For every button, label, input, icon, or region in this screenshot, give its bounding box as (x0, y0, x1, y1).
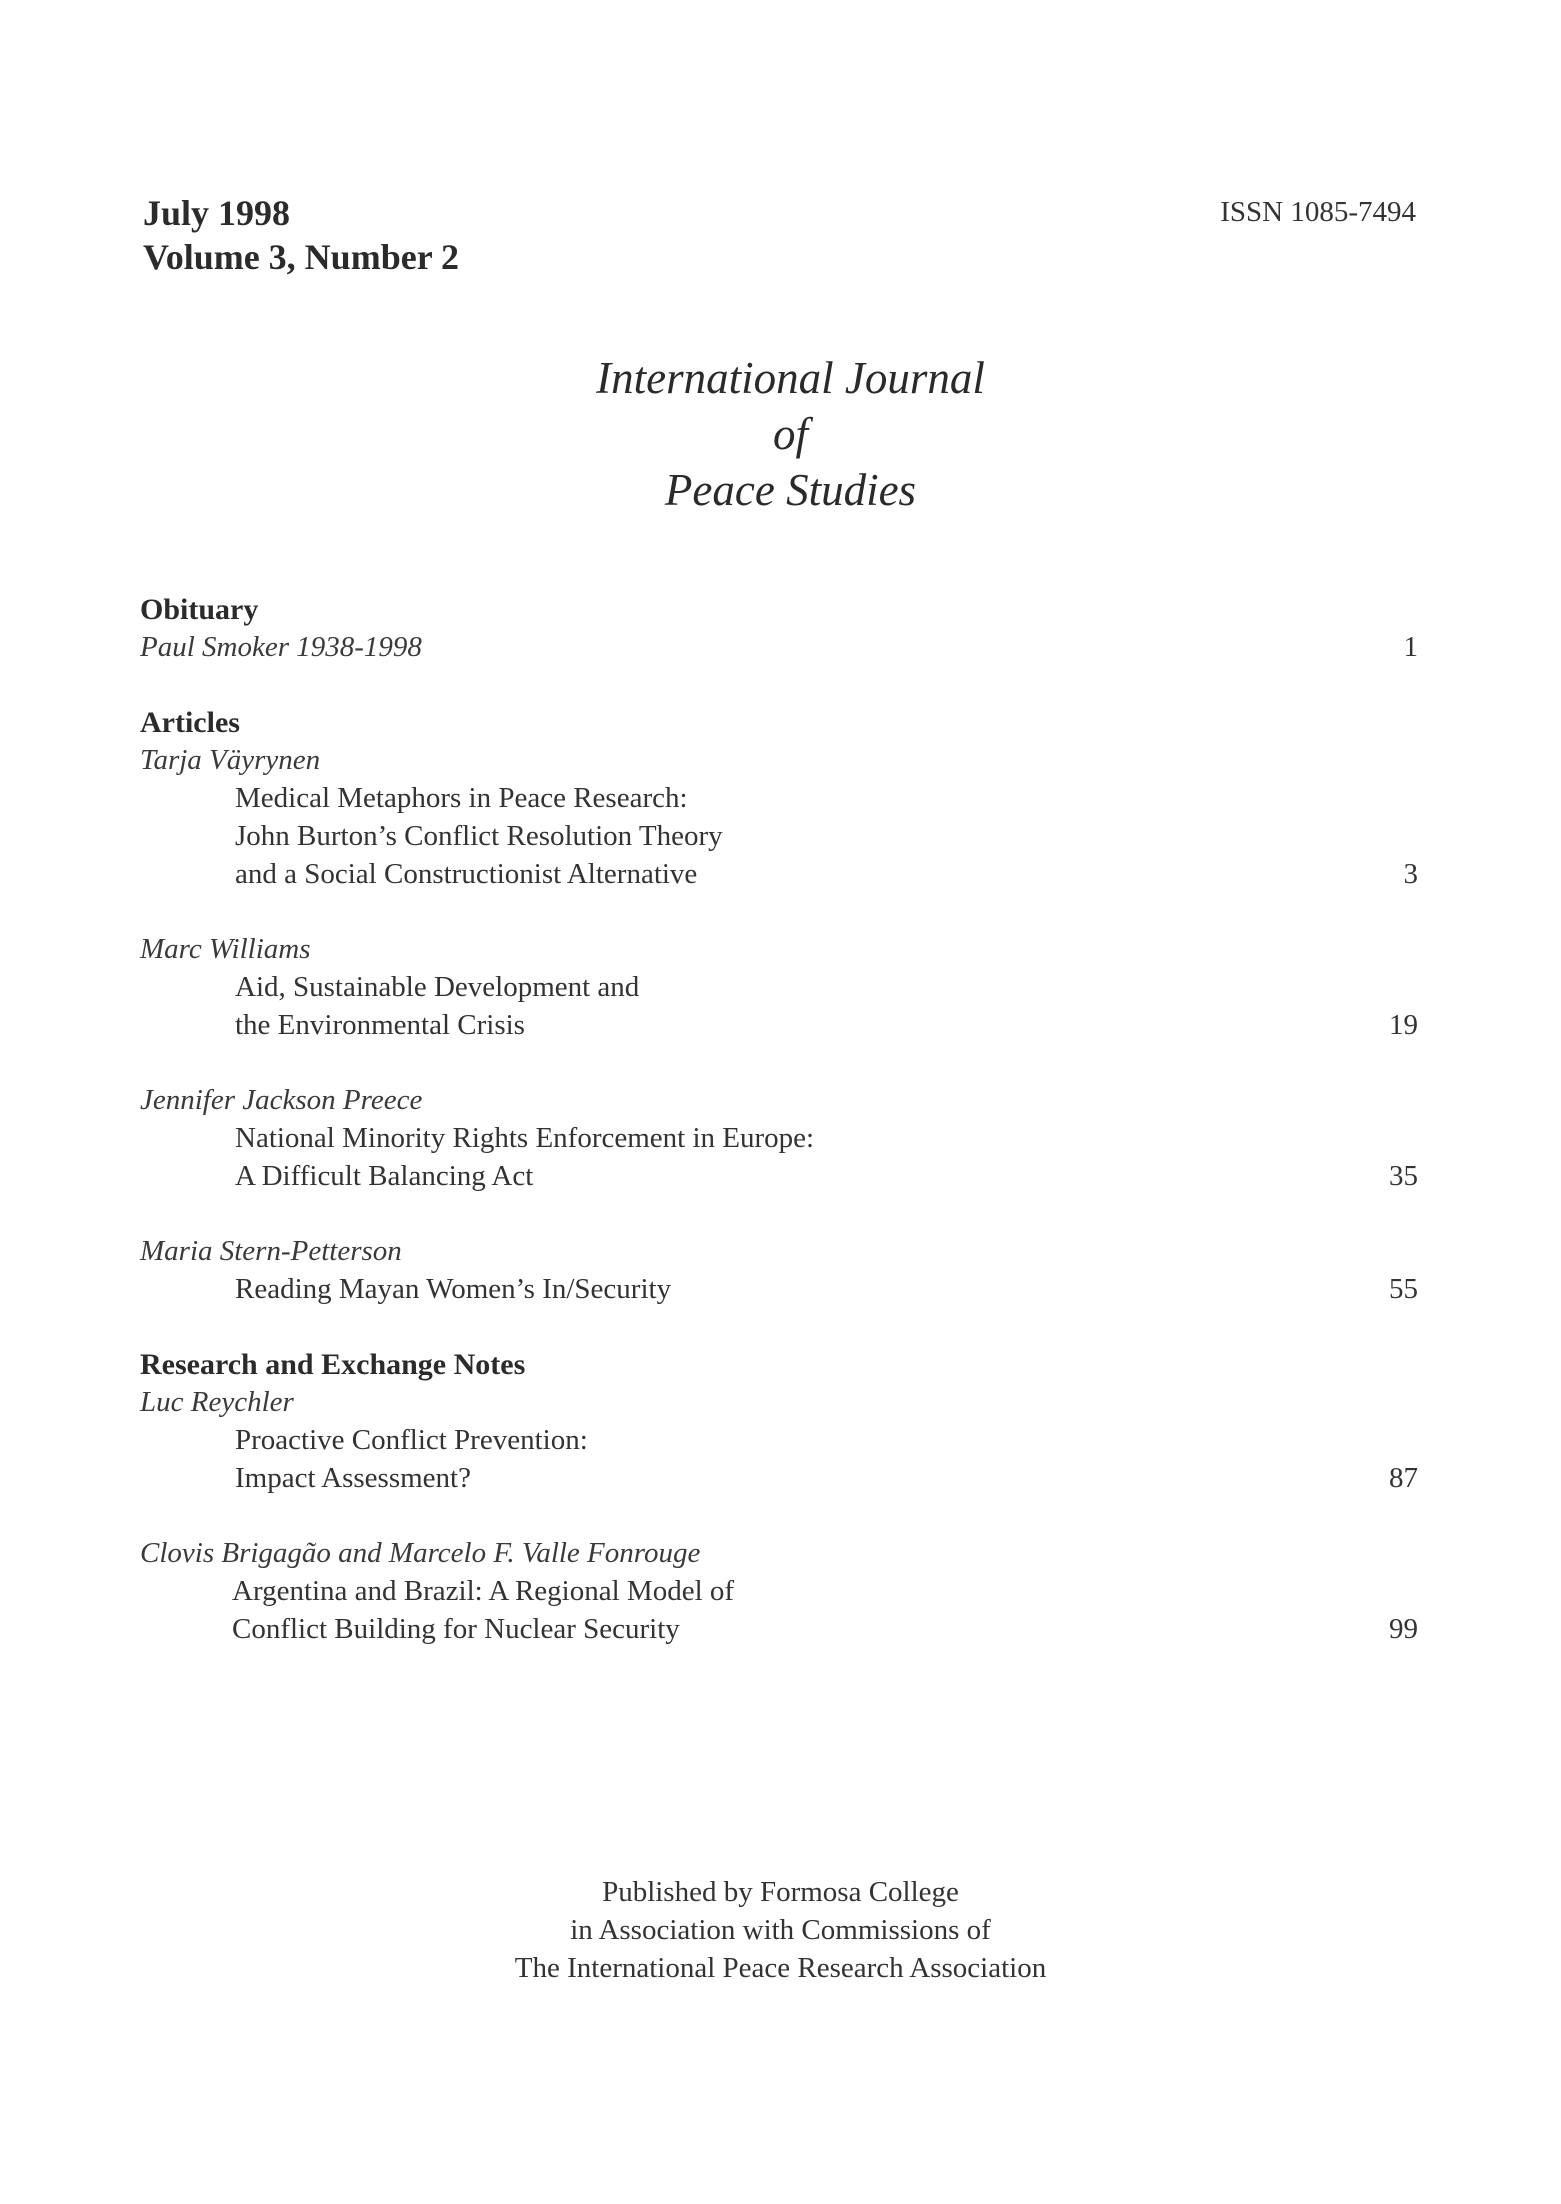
note-title-line: Conflict Building for Nuclear Security (232, 1613, 680, 1645)
article-page-number: 55 (1389, 1273, 1418, 1305)
publisher-line-2: in Association with Commissions of (570, 1914, 991, 1946)
obituary-subject: Paul Smoker 1938-1998 (140, 631, 422, 663)
article-author: Maria Stern-Petterson (140, 1235, 402, 1267)
note-author: Luc Reychler (140, 1386, 294, 1418)
note-page-number: 99 (1389, 1613, 1418, 1645)
obituary-page-number: 1 (1403, 631, 1418, 663)
article-author: Marc Williams (140, 933, 311, 965)
journal-title-line-3: Peace Studies (664, 465, 917, 515)
article-author: Tarja Väyrynen (140, 744, 321, 776)
note-title-line: Argentina and Brazil: A Regional Model of (232, 1575, 735, 1607)
article-title-line: John Burton’s Conflict Resolution Theory (235, 820, 723, 852)
journal-title-line-2: of (772, 409, 808, 459)
issn: ISSN 1085-7494 (1220, 196, 1416, 228)
section-heading-notes: Research and Exchange Notes (140, 1348, 526, 1381)
section-heading-obituary: Obituary (140, 593, 259, 626)
article-author: Jennifer Jackson Preece (140, 1084, 423, 1116)
article-title-line: and a Social Constructionist Alternative (235, 858, 698, 890)
issue-date: July 1998 (143, 193, 291, 233)
issue-volume: Volume 3, Number 2 (143, 237, 460, 277)
note-title-line: Impact Assessment? (235, 1462, 471, 1494)
article-title-line: Medical Metaphors in Peace Research: (235, 782, 688, 814)
section-heading-articles: Articles (140, 706, 240, 739)
article-title-line: Aid, Sustainable Development and (235, 971, 640, 1003)
article-title-line: the Environmental Crisis (235, 1009, 525, 1041)
article-title-line: Reading Mayan Women’s In/Security (235, 1273, 672, 1305)
publisher-line-1: Published by Formosa College (602, 1876, 959, 1908)
article-page-number: 35 (1389, 1160, 1418, 1192)
article-title-line: A Difficult Balancing Act (235, 1160, 534, 1192)
note-title-line: Proactive Conflict Prevention: (235, 1424, 588, 1456)
article-page-number: 19 (1389, 1009, 1418, 1041)
article-title-line: National Minority Rights Enforcement in Europe: (235, 1122, 815, 1154)
article-page-number: 3 (1403, 858, 1418, 890)
note-page-number: 87 (1389, 1462, 1418, 1494)
journal-title-line-1: International Journal (596, 353, 985, 403)
publisher-line-3: The International Peace Research Association (514, 1952, 1047, 1984)
note-author: Clovis Brigagão and Marcelo F. Valle Fonrouge (140, 1537, 701, 1569)
